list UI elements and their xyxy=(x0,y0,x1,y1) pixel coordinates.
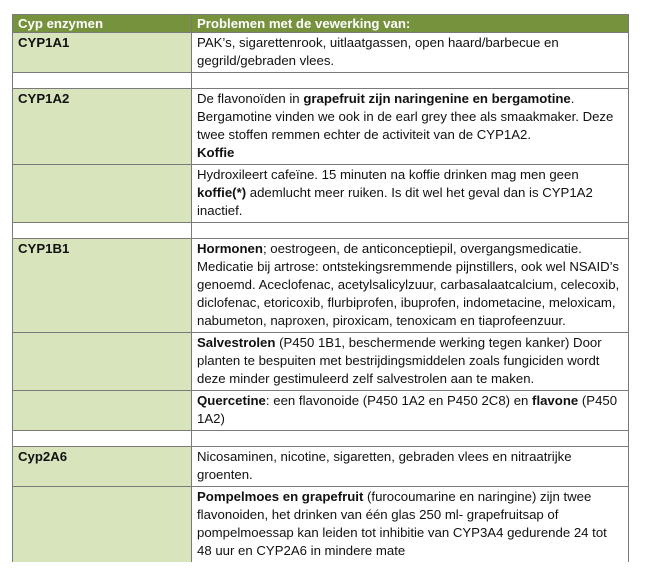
table-row xyxy=(13,239,629,333)
problem-cell-cyp1a2-grapefruit xyxy=(192,89,629,165)
text-run: Hydroxileert cafeïne. 15 minuten na koffie drinken mag men geen xyxy=(197,167,579,182)
bold-run: Salvestrolen xyxy=(197,335,276,350)
enzyme-name-cyp1a1: CYP1A1 xyxy=(13,33,192,73)
text-run: ademlucht meer ruiken. Is dit wel het geval dan is CYP1A2 inactief. xyxy=(197,185,593,218)
text-run: (P450 1B1, beschermende werking tegen kanker) Door planten te bespuiten met bestrijdingsmiddelen zoals fungiciden wordt deze minder gestimuleerd zelf salvestrolen aan te maken. xyxy=(197,335,602,386)
table-row xyxy=(13,333,629,391)
table-row xyxy=(13,391,629,431)
bold-run-koffie: Koffie xyxy=(197,145,235,160)
text-run: (P450 1A2) xyxy=(197,393,618,426)
bold-run: Quercetine xyxy=(197,393,266,408)
spacer-row xyxy=(13,431,629,447)
text-run: (furocoumarine en naringine) zijn twee flavonoiden, het drinken van één glas 250 ml- grapefruitsap of pompelmoessap kan leiden tot inhibitie van CYP3A4 gedurende 24 tot 48 uur en CYP2A6 in mindere mate xyxy=(197,489,607,558)
table-row xyxy=(13,89,629,165)
header-problemen: Problemen met de vewerking van: xyxy=(192,15,629,33)
problem-cell-cyp2a6-nicotine: Nicosaminen, nicotine, sigaretten, gebraden vlees en nitraatrijke groenten. xyxy=(192,447,629,487)
text-run: . Bergamotine vinden we ook in de earl grey thee als smaakmaker. Deze twee stoffen remmen echter de activiteit van de CYP1A2. xyxy=(197,91,614,142)
enzyme-name-empty xyxy=(13,487,192,563)
text-run: ; oestrogeen, de anticonceptiepil, overgangsmedicatie. Medicatie bij artrose: ontstekingsremmende pijnstillers, ook wel NSAID’s genoemd. Aceclofenac, acetylsalicylzuur, carbasalaatcalcium, celecoxib, diclofenac, etoricoxib, flurbiprofen, ibuprofen, indometacine, meloxicam, nabumeton, naproxen, piroxicam, tenoxicam en tiaprofeenzuur. xyxy=(197,241,620,328)
problem-cell-cyp1b1-hormonen xyxy=(192,239,629,333)
header-cyp-enzymen: Cyp enzymen xyxy=(13,15,192,33)
bold-run: Pompelmoes en grapefruit xyxy=(197,489,364,504)
problem-cell-cyp1b1-quercetine xyxy=(192,391,629,431)
bold-run: Hormonen xyxy=(197,241,263,256)
bold-run: flavone xyxy=(532,393,579,408)
enzyme-name-empty xyxy=(13,333,192,391)
table-row xyxy=(13,33,629,73)
enzyme-name-cyp2a6: Cyp2A6 xyxy=(13,447,192,487)
enzyme-name-empty xyxy=(13,391,192,431)
enzyme-table xyxy=(12,14,629,562)
problem-cell-cyp1a1: PAK’s, sigarettenrook, uitlaatgassen, open haard/barbecue en gegrild/gebraden vlees. xyxy=(192,33,629,73)
text-run: De flavonoïden in xyxy=(197,91,304,106)
enzyme-name-cyp1b1: CYP1B1 xyxy=(13,239,192,333)
bold-run: koffie(*) xyxy=(197,185,247,200)
spacer-row xyxy=(13,73,629,89)
problem-cell-cyp1b1-salvestrolen xyxy=(192,333,629,391)
enzyme-name-cyp1a2: CYP1A2 xyxy=(13,89,192,165)
table-row xyxy=(13,487,629,563)
bold-run: grapefruit zijn naringenine en bergamotine xyxy=(303,91,571,106)
problem-cell-cyp2a6-pompelmoes xyxy=(192,487,629,563)
text-run: : een flavonoide (P450 1A2 en P450 2C8) en xyxy=(265,393,533,408)
table-header-row xyxy=(13,15,629,33)
table-row xyxy=(13,165,629,223)
table-row xyxy=(13,447,629,487)
spacer-row xyxy=(13,223,629,239)
problem-cell-cyp1a2-koffie xyxy=(192,165,629,223)
enzyme-name-empty xyxy=(13,165,192,223)
